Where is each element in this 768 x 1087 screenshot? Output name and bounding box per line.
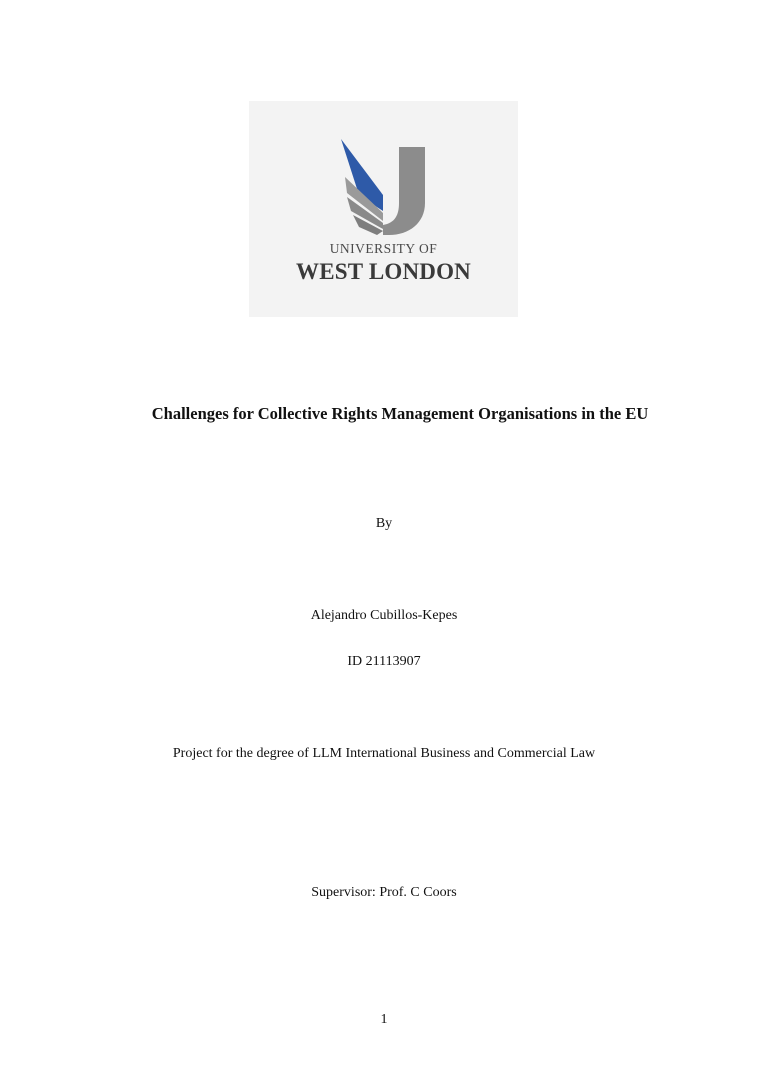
- university-logo: [249, 101, 518, 317]
- by-label: By: [375, 516, 393, 531]
- degree-description: Project for the degree of LLM International Business and Commercial Law: [172, 746, 596, 761]
- logo-text-west-london: WEST LONDON: [296, 259, 471, 284]
- supervisor-name: Supervisor: Prof. C Coors: [311, 885, 457, 900]
- student-id: ID 21113907: [347, 654, 421, 669]
- document-title: Challenges for Collective Rights Management Organisations in the EU: [151, 404, 649, 423]
- page-number: 1: [380, 1012, 388, 1027]
- logo-text-university-of: UNIVERSITY OF: [329, 241, 438, 256]
- university-crest-icon: [339, 137, 431, 235]
- author-name: Alejandro Cubillos-Kepes: [310, 608, 458, 623]
